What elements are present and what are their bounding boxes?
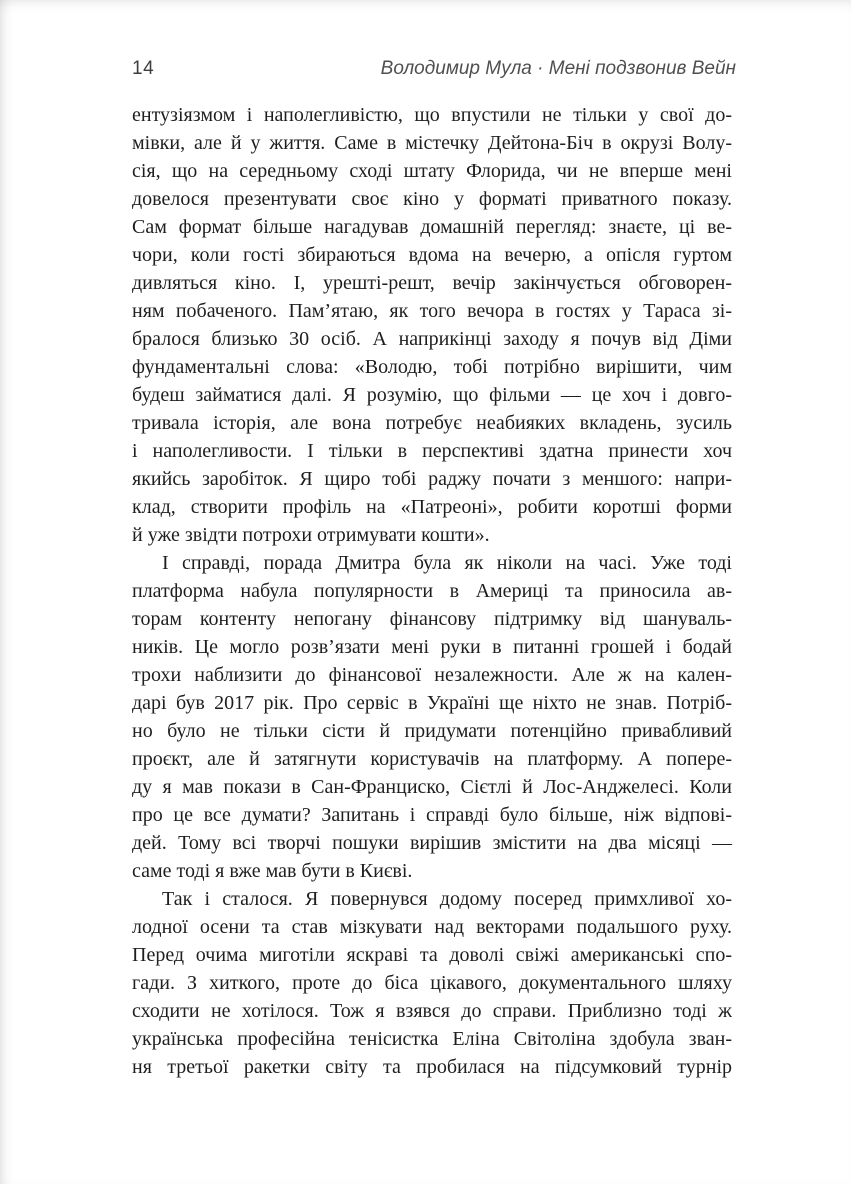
text-line: ду я мав покази в Сан-Франциско, Сієтлі й Лос-Анджелесі. Коли <box>132 776 732 798</box>
text-line: Сам формат більше нагадував домашній перегляд: знаєте, ці ве- <box>132 216 732 238</box>
text-line: і наполегливости. І тільки в перспективі здатна принести хоч <box>132 440 732 462</box>
text-line: бралося близько 30 осіб. А наприкінці заходу я почув від Діми <box>132 328 732 350</box>
running-title: Володимир Мула · Мені подзвонив Вейн <box>380 58 736 79</box>
text-line: довелося презентувати своє кіно у форматі приватного показу. <box>132 188 732 210</box>
text-line: но було не тільки сісти й придумати потенційно привабливий <box>132 720 732 742</box>
text-line: й уже звідти потрохи отримувати кошти». <box>132 524 490 546</box>
text-line: ників. Це могло розв’язати мені руки в питанні грошей і бодай <box>132 636 732 658</box>
text-line: І справді, порада Дмитра була як ніколи на часі. Уже тоді <box>162 552 732 574</box>
text-line: сія, що на середньому сході штату Флорида, чи не вперше мені <box>132 160 732 182</box>
text-line: трохи наблизити до фінансової незалежности. Але ж на кален- <box>132 664 732 686</box>
text-line: будеш займатися далі. Я розумію, що фільми — це хоч і довго- <box>132 384 732 406</box>
text-line: українська професійна тенісистка Еліна Світоліна здобула зван- <box>132 1028 732 1050</box>
text-line: тривала історія, але вона потребує неабияких вкладень, зусиль <box>132 412 732 434</box>
text-line: ентузіязмом і наполегливістю, що впустили не тільки у свої до- <box>132 104 732 126</box>
text-line: дивляться кіно. І, урешті-решт, вечір закінчується обговорен- <box>132 272 732 294</box>
text-line: сходити не хотілося. Тож я взявся до справи. Приблизно тоді ж <box>132 1000 732 1022</box>
text-line: гади. З хиткого, проте до біса цікавого, документального шляху <box>132 972 732 994</box>
text-line: саме тоді я вже мав бути в Києві. <box>132 860 413 882</box>
text-line: торам контенту непогану фінансову підтримку від шануваль- <box>132 608 732 630</box>
text-line: про це все думати? Запитань і справді було більше, ніж відпові- <box>132 804 732 826</box>
text-line: ня третьої ракетки світу та пробилася на підсумковий турнір <box>132 1056 732 1078</box>
text-line: фундаментальні слова: «Володю, тобі потрібно вирішити, чим <box>132 356 732 378</box>
text-block <box>132 101 732 1081</box>
text-line: лодної осени та став мізкувати над векторами подальшого руху. <box>132 916 732 938</box>
text-line: якийсь заробіток. Я щиро тобі раджу почати з меншого: напри- <box>132 468 732 490</box>
text-line: дей. Тому всі творчі пошуки вирішив змістити на два місяці — <box>132 832 732 854</box>
text-line: мівки, але й у життя. Саме в містечку Дейтона-Біч в окрузі Волу- <box>132 132 732 154</box>
page-number: 14 <box>132 58 155 79</box>
text-line: чори, коли гості збираються вдома на вечерю, а опісля гуртом <box>132 244 732 266</box>
text-line: проєкт, але й затягнути користувачів на платформу. А попере- <box>132 748 732 770</box>
running-header <box>132 58 736 84</box>
text-line: платформа набула популярности в Америці та приносила ав- <box>132 580 732 602</box>
text-line: дарі був 2017 рік. Про сервіс в Україні ще ніхто не знав. Потріб- <box>132 692 732 714</box>
text-line: Перед очима миготіли яскраві та доволі свіжі американські спо- <box>132 944 732 966</box>
text-line: клад, створити профіль на «Патреоні», робити коротші форми <box>132 496 732 518</box>
text-line: Так і сталося. Я повернувся додому посеред примхливої хо- <box>162 888 732 910</box>
text-line: ням побаченого. Пам’ятаю, як того вечора в гостях у Тараса зі- <box>132 300 732 322</box>
